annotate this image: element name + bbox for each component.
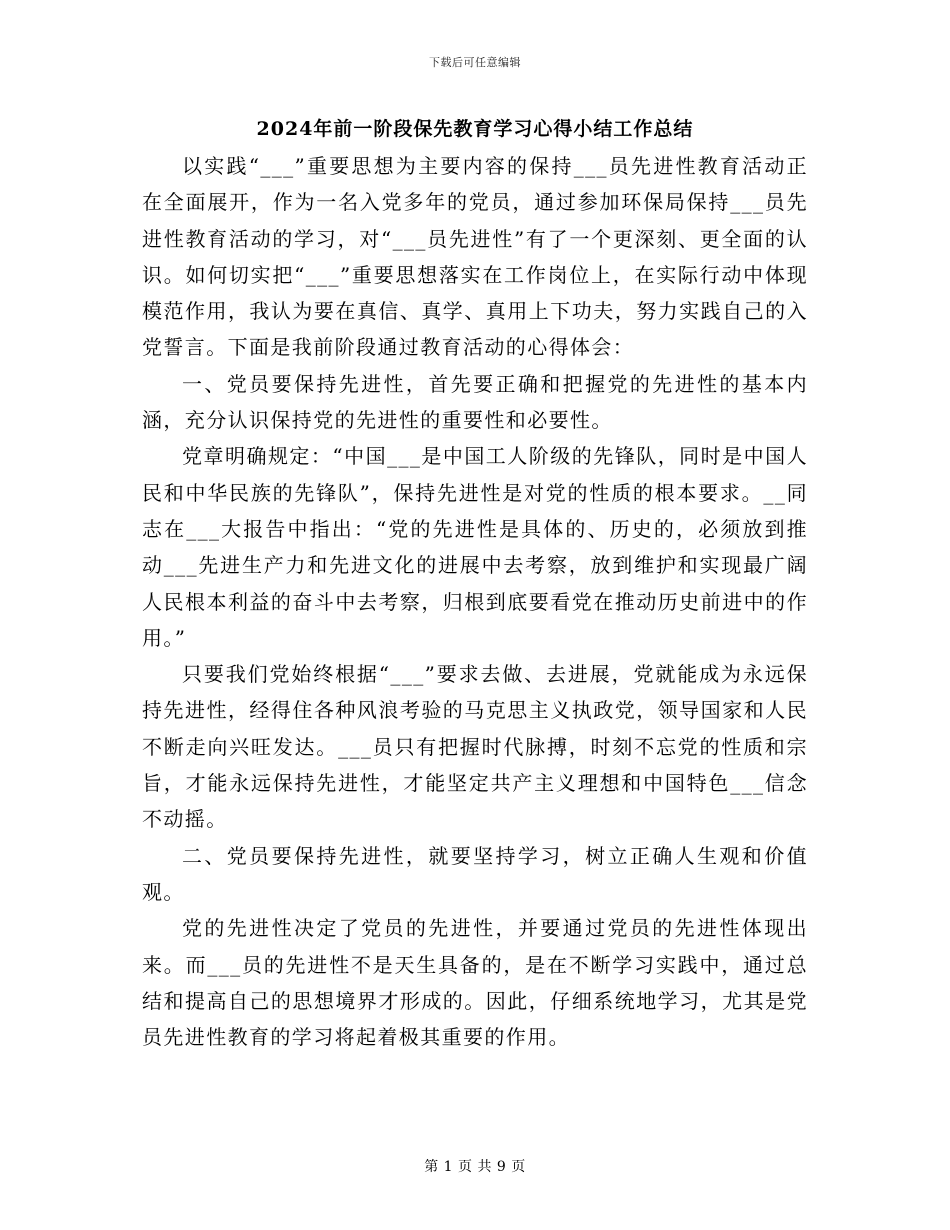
paragraph-party-constitution: 党章明确规定：“中国___是中国工人阶级的先锋队，同时是中国人民和中华民族的先锋队”，保持先进性是对党的性质的根本要求。__同志在___大报告中指出：“党的先进性是具体的、历史的，必须放到推动___先进生产力和先进文化的进展中去考察，放到维护和实现最广阔人民根本利益的奋斗中去考察，归根到底要看党在推动历史前进中的作用。” (142, 444, 808, 650)
document-title: 2024年前一阶段保先教育学习心得小结工作总结 (256, 118, 694, 140)
paragraph-intro: 以实践“___”重要思想为主要内容的保持___员先进性教育活动正在全面展开，作为一名入党多年的党员，通过参加环保局保持___员先进性教育活动的学习，对“___员先进性”有了一个更深刻、更全面的认识。如何切实把“___”重要思想落实在工作岗位上，在实际行动中体现模范作用，我认为要在真信、真学、真用上下功夫，努力实践自己的入党誓言。下面是我前阶段通过教育活动的心得体会： (142, 154, 808, 360)
paragraph-member-advancement: 党的先进性决定了党员的先进性，并要通过党员的先进性体现出来。而___员的先进性不是天生具备的，是在不断学习实践中，通过总结和提高自己的思想境界才形成的。因此，仔细系统地学习，尤其是党员先进性教育的学习将起着极其重要的作用。 (142, 916, 808, 1050)
page-number: 第 1 页 共 9 页 (424, 1159, 526, 1175)
header-note: 下载后可任意编辑 (429, 56, 521, 69)
paragraph-section-two-heading: 二、党员要保持先进性，就要坚持学习，树立正确人生观和价值观。 (142, 843, 808, 904)
paragraph-keep-advanced: 只要我们党始终根据“___”要求去做、去进展，党就能成为永远保持先进性，经得住各种风浪考验的马克思主义执政党，领导国家和人民不断走向兴旺发达。___员只有把握时代脉搏，时刻不忘党的性质和宗旨，才能永远保持先进性，才能坚定共产主义理想和中国特色___信念不动摇。 (142, 662, 808, 832)
paragraph-section-one-heading: 一、党员要保持先进性，首先要正确和把握党的先进性的基本内涵，充分认识保持党的先进性的重要性和必要性。 (142, 371, 808, 433)
document-body (142, 148, 808, 1055)
